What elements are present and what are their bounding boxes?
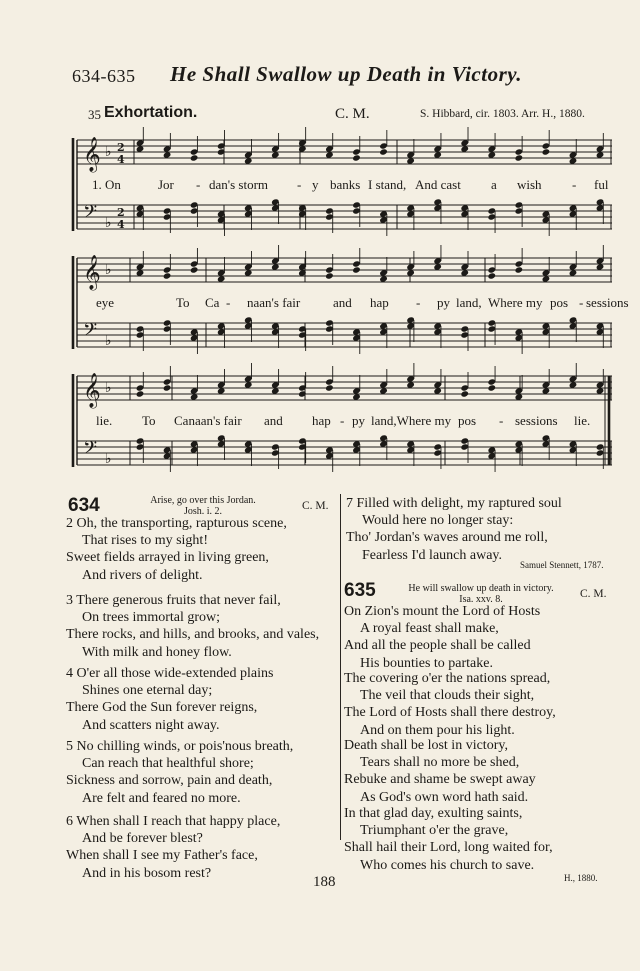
note-head [136, 390, 145, 397]
hymn-635-ref-text: He will swallow up death in victory. [408, 583, 554, 594]
verse-line: As God's own word hath said. [360, 789, 529, 805]
verse-line: His bounties to partake. [360, 655, 493, 671]
note-head [487, 272, 496, 279]
lyric-syllable: Ca [205, 295, 220, 310]
flat-icon: ♭ [105, 333, 112, 349]
verse-line: Shall hail their Lord, long waited for, [344, 840, 553, 856]
verse-line: Triumphant o'er the grave, [360, 823, 509, 839]
lyric-syllable: And cast [415, 177, 461, 192]
verse-line: 6 When shall I reach that happy place, [66, 814, 281, 829]
lyric-syllable: py [352, 413, 365, 428]
verse-line: 5 No chilling winds, or pois'nous breath, [66, 739, 294, 754]
verse-line: 3 There generous fruits that never fail, [66, 593, 281, 608]
hymn-634-reference [128, 495, 278, 517]
verse-line: Would here no longer stay: [362, 513, 514, 529]
hymn-635-stanza-1 [344, 603, 540, 672]
verse-line: Tears shall no more be shed, [360, 755, 520, 771]
hymn-634-ref-text: Arise, go over this Jordan. [150, 495, 256, 506]
verse-line: 7 Filled with delight, my raptured soul [346, 496, 562, 511]
lyric-syllable: hap [312, 413, 331, 428]
verse-line: And all the people shall be called [344, 638, 531, 654]
lyric-syllable: py [437, 295, 450, 310]
bass-clef-icon: 𝄢 [83, 320, 98, 345]
lyric-syllable: eye [96, 295, 115, 310]
verse-line: On Zion's mount the Lord of Hosts [344, 604, 541, 619]
lyric-syllable: dan's storm [209, 177, 269, 192]
verse-line: With milk and honey flow. [82, 644, 232, 660]
treble-clef-icon: 𝄞 [83, 255, 101, 290]
treble-clef-icon: 𝄞 [83, 137, 101, 172]
hymn-634-stanza-6 [66, 813, 280, 882]
tune-tag: 35 [88, 107, 101, 122]
time-signature: 2 [117, 141, 125, 154]
verse-line: The veil that clouds their sight, [360, 688, 535, 704]
note-head [487, 384, 496, 391]
verse-line: Are felt and feared no more. [82, 790, 241, 806]
lyric-syllable: - [572, 177, 577, 192]
hymn-635-number: 635 [344, 580, 376, 601]
hymn-635-meter: C. M. [580, 588, 607, 600]
note-head [379, 148, 388, 155]
page-number: 188 [313, 874, 336, 890]
bass-clef-icon: 𝄢 [83, 202, 98, 227]
verse-line: And rivers of delight. [82, 567, 203, 583]
time-signature: 4 [117, 218, 125, 231]
lyric-syllable: To [176, 295, 190, 310]
lyric-syllable: a [491, 177, 497, 192]
hymn-634-meter: C. M. [302, 500, 329, 512]
note-head [190, 266, 199, 273]
flat-icon: ♭ [105, 215, 112, 231]
lyric-syllable: To [142, 413, 156, 428]
lyric-syllable: ful [594, 177, 609, 192]
verse-line: 2 Oh, the transporting, rapturous scene, [66, 516, 287, 531]
flat-icon: ♭ [105, 144, 112, 160]
note-head [325, 384, 334, 391]
lyric-syllable: and [264, 413, 283, 428]
lyric-syllable: - [340, 413, 345, 428]
treble-clef-icon: 𝄞 [83, 373, 101, 408]
hymn-634-stanza-4 [66, 665, 273, 734]
hymn-634-number: 634 [68, 495, 100, 516]
lyric-syllable: lie. [574, 413, 591, 428]
lyric-syllable: hap [370, 295, 389, 310]
flat-icon: ♭ [105, 262, 112, 278]
verse-line: And scatters night away. [82, 717, 220, 733]
hymn-634-stanza-5 [66, 738, 293, 807]
hymn-634-ref-citation: Josh. i. 2. [183, 506, 223, 517]
note-head [190, 154, 199, 161]
verse-line: And be forever blest? [82, 831, 203, 847]
lyric-syllable: naan's fair [247, 295, 301, 310]
note-head [460, 390, 469, 397]
music-score [0, 0, 640, 480]
lyric-syllable: and [333, 295, 352, 310]
hymn-635-stanza-2 [344, 670, 556, 739]
verse-line: The Lord of Hosts shall there destroy, [344, 705, 556, 721]
lyric-syllable: - [499, 413, 504, 428]
note-head [515, 154, 524, 161]
lyric-syllable: Jor [158, 177, 174, 192]
hymn-634-stanza-7 [346, 495, 562, 564]
note-head [163, 272, 172, 279]
verse-line: On trees immortal grow; [82, 610, 221, 626]
lyric-syllable: lie. [96, 413, 113, 428]
verse-line: And on them pour his light. [360, 722, 515, 738]
page-title: He Shall Swallow up Death in Victory. [170, 62, 523, 86]
lyric-syllable: - [297, 177, 302, 192]
verse-line: When shall I see my Father's face, [66, 848, 258, 864]
verse-line: Death shall be lost in victory, [344, 738, 508, 753]
note-head [352, 266, 361, 273]
lyric-syllable: sessions [515, 413, 558, 428]
lyric-syllable: - [579, 295, 584, 310]
verse-line: Who comes his church to save. [360, 857, 535, 873]
hymn-635-ref-citation: Isa. xxv. 8. [459, 594, 503, 605]
note-head [325, 272, 334, 279]
lyric-syllable: banks [330, 177, 361, 192]
note-head [542, 148, 551, 155]
verse-line: And in his bosom rest? [82, 865, 212, 881]
lyric-syllable: - [416, 295, 421, 310]
hymn-634-stanza-3 [66, 592, 319, 661]
tune-attribution: S. Hibbard, cir. 1803. Arr. H., 1880. [420, 108, 585, 120]
lyric-syllable: land,Where my [371, 413, 452, 428]
hymn-635-stanza-3 [344, 737, 536, 806]
lyric-syllable: Where my [488, 295, 543, 310]
lyric-syllable: land, [456, 295, 482, 310]
hymn-635-author: H., 1880. [564, 873, 598, 883]
verse-line: Shines one eternal day; [82, 683, 213, 699]
bass-clef-icon: 𝄢 [83, 438, 98, 463]
flat-icon: ♭ [105, 451, 112, 467]
verse-line: Can reach that healthful shore; [82, 756, 254, 772]
lyric-syllable: I stand, [368, 177, 407, 192]
lyric-syllable: y [312, 177, 319, 192]
note-head [163, 384, 172, 391]
hymn-635-reference [388, 583, 574, 605]
verse-line: There rocks, and hills, and brooks, and vales, [66, 627, 320, 643]
lyric-syllable: - [226, 295, 231, 310]
note-head [352, 154, 361, 161]
hymn-635-stanza-4 [344, 805, 553, 874]
verse-line: Tho' Jordan's waves around me roll, [346, 530, 548, 546]
lyric-syllable: Canaan's fair [174, 413, 242, 428]
tune-meter: C. M. [335, 106, 370, 122]
verse-line: In that glad day, exulting saints, [344, 806, 523, 821]
verse-line: A royal feast shall make, [360, 621, 499, 637]
verse-line: Sickness and sorrow, pain and death, [66, 773, 273, 789]
lyric-syllable: - [196, 177, 201, 192]
verse-line: The covering o'er the nations spread, [344, 671, 551, 686]
verse-line: Sweet fields arrayed in living green, [66, 550, 269, 566]
lyric-syllable: pos [458, 413, 477, 428]
verse-line: Fearless I'd launch away. [362, 547, 503, 563]
hymn-634-author: Samuel Stennett, 1787. [520, 560, 604, 570]
note-head [515, 266, 524, 273]
time-signature: 4 [117, 153, 125, 166]
verse-line: Rebuke and shame be swept away [344, 772, 536, 788]
verse-line: 4 O'er all those wide-extended plains [66, 666, 274, 681]
time-signature: 2 [117, 206, 125, 219]
flat-icon: ♭ [105, 380, 112, 396]
hymn-numbers-heading: 634-635 [72, 66, 136, 86]
verse-line: That rises to my sight! [82, 533, 208, 549]
lyric-syllable: sessions [586, 295, 629, 310]
lyric-syllable: 1. On [92, 177, 121, 192]
tune-name: Exhortation. [104, 104, 198, 121]
lyric-syllable: pos [550, 295, 569, 310]
column-divider [340, 494, 341, 840]
verse-line: There God the Sun forever reigns, [66, 700, 258, 716]
hymn-634-stanza-2 [66, 515, 287, 584]
lyric-syllable: wish [517, 177, 542, 192]
